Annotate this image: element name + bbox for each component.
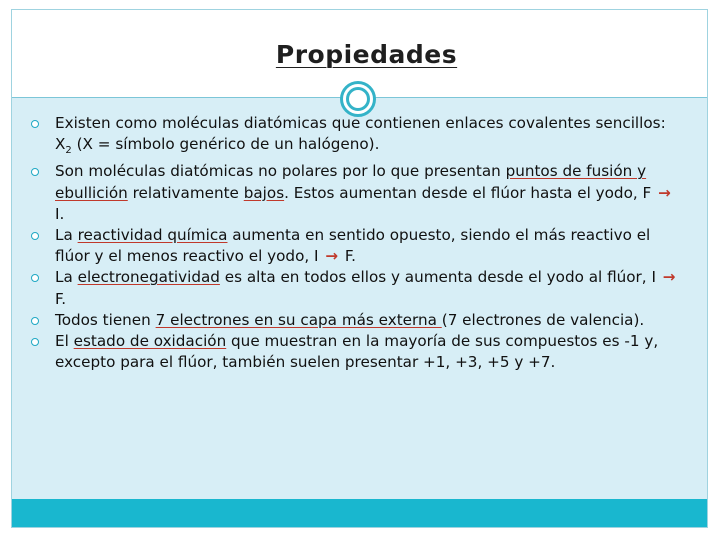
bullet-icon [31,232,39,240]
bullet-item [22,161,686,225]
bullet-text: aumenta en sentido opuesto, siendo el más reactivo el flúor y el menos reactivo el yodo, I [55,226,651,266]
bullet-item [22,310,686,331]
bullet-text: F. [340,247,357,266]
arrow-icon: → [325,247,339,266]
bullet-item [22,225,686,267]
bottom-accent-bar [12,499,707,527]
bullet-text: Todos tienen [55,310,156,329]
bullet-list [22,113,686,373]
bullet-item [22,267,686,309]
bullet-text: El [55,332,74,351]
bullet-item [22,331,686,373]
underlined-term: estado de oxidación [73,332,227,351]
slide-title [12,40,707,69]
arrow-icon: → [658,183,671,202]
bullet-text: Existen como moléculas diatómicas que contienen enlaces covalentes sencillos: X [55,114,666,154]
arrow-icon: → [662,268,676,287]
underlined-term: electronegatividad [77,268,220,287]
underlined-term: 7 electrones en su capa más externa [155,310,442,329]
circle-ornament-icon [340,81,376,117]
bullet-text: (7 electrones de valencia). [441,310,645,329]
bullet-text: Son moléculas diatómicas no polares por lo que presentan [55,162,506,181]
bullet-text: La [55,268,78,287]
underlined-term: bajos [243,183,285,202]
bullet-icon [31,168,39,176]
bullet-text: que muestran en la mayoría de sus compuestos es -1 y, excepto para el flúor, también suelen presentar +1, +3, +5 y +7. [55,332,659,372]
bullet-item [22,113,686,161]
bullet-icon [31,120,39,128]
bullet-text: (X = símbolo genérico de un halógeno). [71,135,380,154]
bullet-icon [31,338,39,346]
underlined-term: reactividad química [77,226,228,245]
bullet-text: La [55,226,78,245]
bullet-text: es alta en todos ellos y aumenta desde el yodo al flúor, I [219,268,661,287]
bullet-text: . Estos aumentan desde el flúor hasta el yodo, F [284,183,657,202]
bullet-text: F. [55,289,67,308]
bullet-text: relativamente [127,183,244,202]
subscript: 2 [65,145,72,157]
bullet-icon [31,317,39,325]
bullet-text: I. [55,204,65,223]
slide-title-text: Propiedades [275,40,458,69]
bullet-icon [31,274,39,282]
underlined-term: puntos de fusión y ebullición [55,162,647,202]
